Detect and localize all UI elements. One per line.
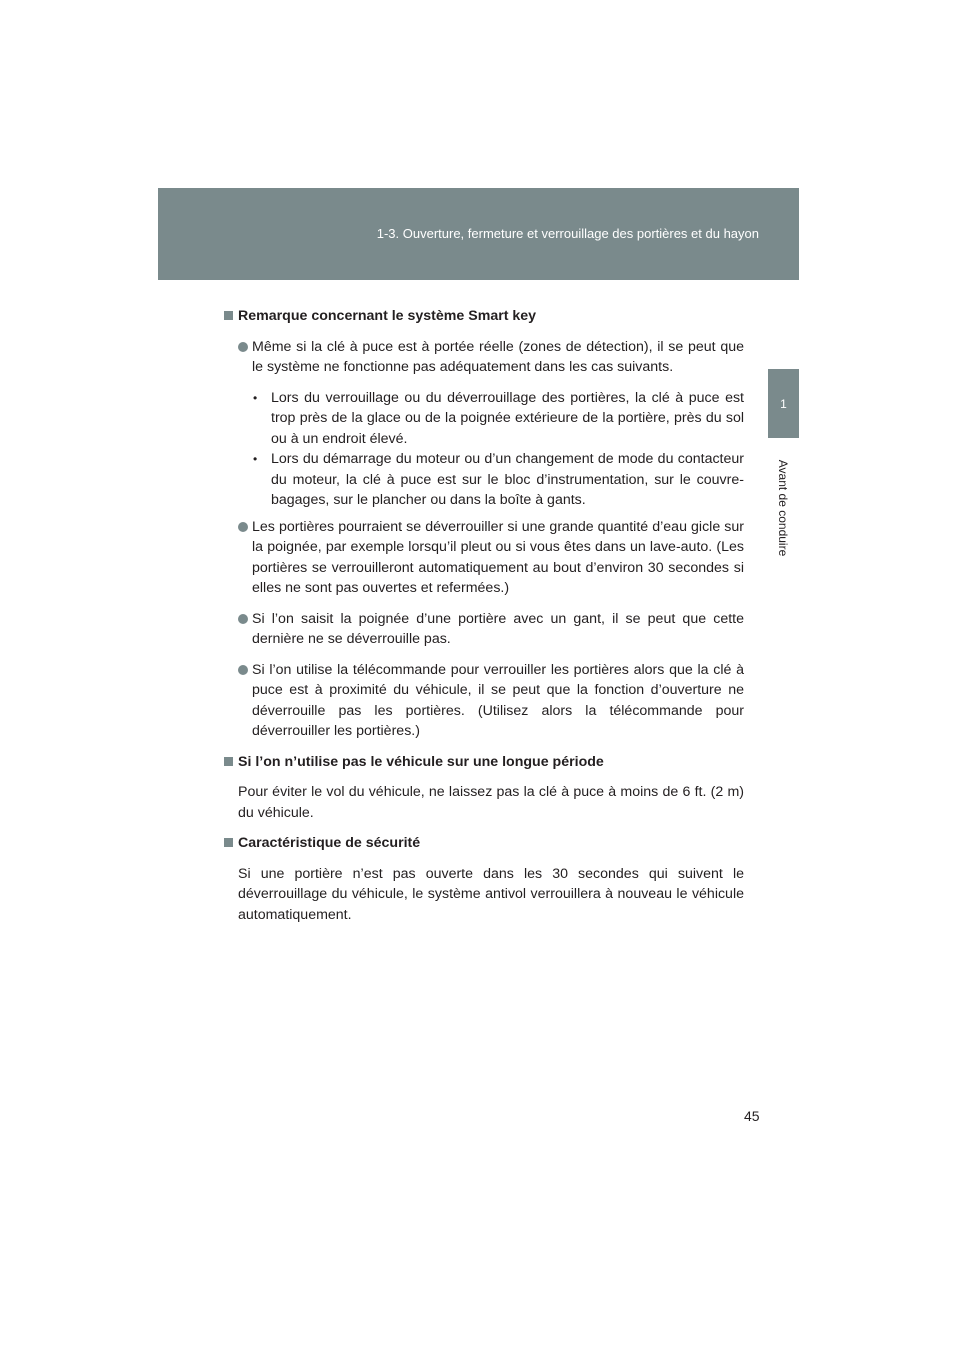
bullet-item [224, 609, 744, 650]
small-dot-icon: • [253, 390, 258, 405]
page-number: 45 [744, 1108, 760, 1124]
small-dot-icon: • [253, 452, 258, 466]
bullet-item [224, 517, 744, 599]
section-paragraph: Si une portière n’est pas ouverte dans les 30 secondes qui suivent le déverrouillage du véhicule, le système antivol verrouillera à nouveau le véhicule automatiquement. [238, 865, 744, 923]
round-bullet-icon [238, 614, 248, 624]
section-paragraph: Pour éviter le vol du véhicule, ne laissez pas la clé à puce à moins de 6 ft. (2 m) du véhicule. [238, 784, 744, 821]
bullet-text: Si l’on utilise la télécommande pour verrouiller les portières alors que la clé à puce est à proximité du véhicule, il se peut que la fonction d’ouverture ne déverrouille pas les portières. (Utilisez alors la télécommande pour déverrouiller les portières.) [252, 661, 744, 739]
section-heading-long-period [224, 752, 744, 773]
sub-item-text: Lors du verrouillage ou du déverrouillage des portières, la clé à puce est trop près de la glace ou de la poignée extérieure de la portière, près du sol ou à un endroit élevé. [271, 389, 744, 447]
bullet-text: Si l’on saisit la poignée d’une portière avec un gant, il se peut que cette dernière ne se déverrouille pas. [252, 610, 744, 647]
bullet-text: Même si la clé à puce est à portée réelle (zones de détection), il se peut que le système ne fonctionne pas adéquatement dans les cas suivants. [252, 338, 744, 375]
square-bullet-icon [224, 838, 233, 847]
bullet-text: Les portières pourraient se déverrouiller si une grande quantité d’eau gicle sur la poignée, par exemple lorsqu’il pleut ou si vous êtes dans un lave-auto. (Les portières se verrouilleront automatiquement au bout d’environ 30 secondes si elles ne sont pas ouvertes et refermées.) [252, 518, 744, 596]
section-heading-text: Remarque concernant le système Smart key [238, 308, 537, 324]
square-bullet-icon [224, 757, 233, 766]
sub-item [224, 388, 744, 450]
bullet-item [224, 660, 744, 742]
round-bullet-icon [238, 522, 248, 532]
section-heading-security [224, 833, 744, 854]
section-heading-smart-key [224, 306, 744, 327]
section-heading-text: Si l’on n’utilise pas le véhicule sur une longue période [238, 753, 604, 770]
square-bullet-icon [224, 311, 233, 320]
round-bullet-icon [238, 665, 248, 675]
sub-list [224, 388, 744, 511]
bullet-item [224, 337, 744, 378]
round-bullet-icon [238, 342, 248, 352]
main-content [224, 306, 744, 935]
section-title: 1-3. Ouverture, fermeture et verrouillage des portières et du hayon [376, 226, 759, 241]
section-heading-text: Caractéristique de sécurité [238, 835, 421, 851]
chapter-label: Avant de conduire [776, 459, 790, 557]
header-band [158, 188, 799, 280]
sub-item [224, 449, 744, 511]
chapter-number: 1 [780, 396, 787, 411]
sub-item-text: Lors du démarrage du moteur ou d’un changement de mode du contacteur du moteur, la clé à puce est sur le bloc d’instrumentation, sur le couvre-bagages, sur le plancher ou dans la boîte à gants. [271, 451, 744, 508]
chapter-tab [768, 369, 799, 438]
